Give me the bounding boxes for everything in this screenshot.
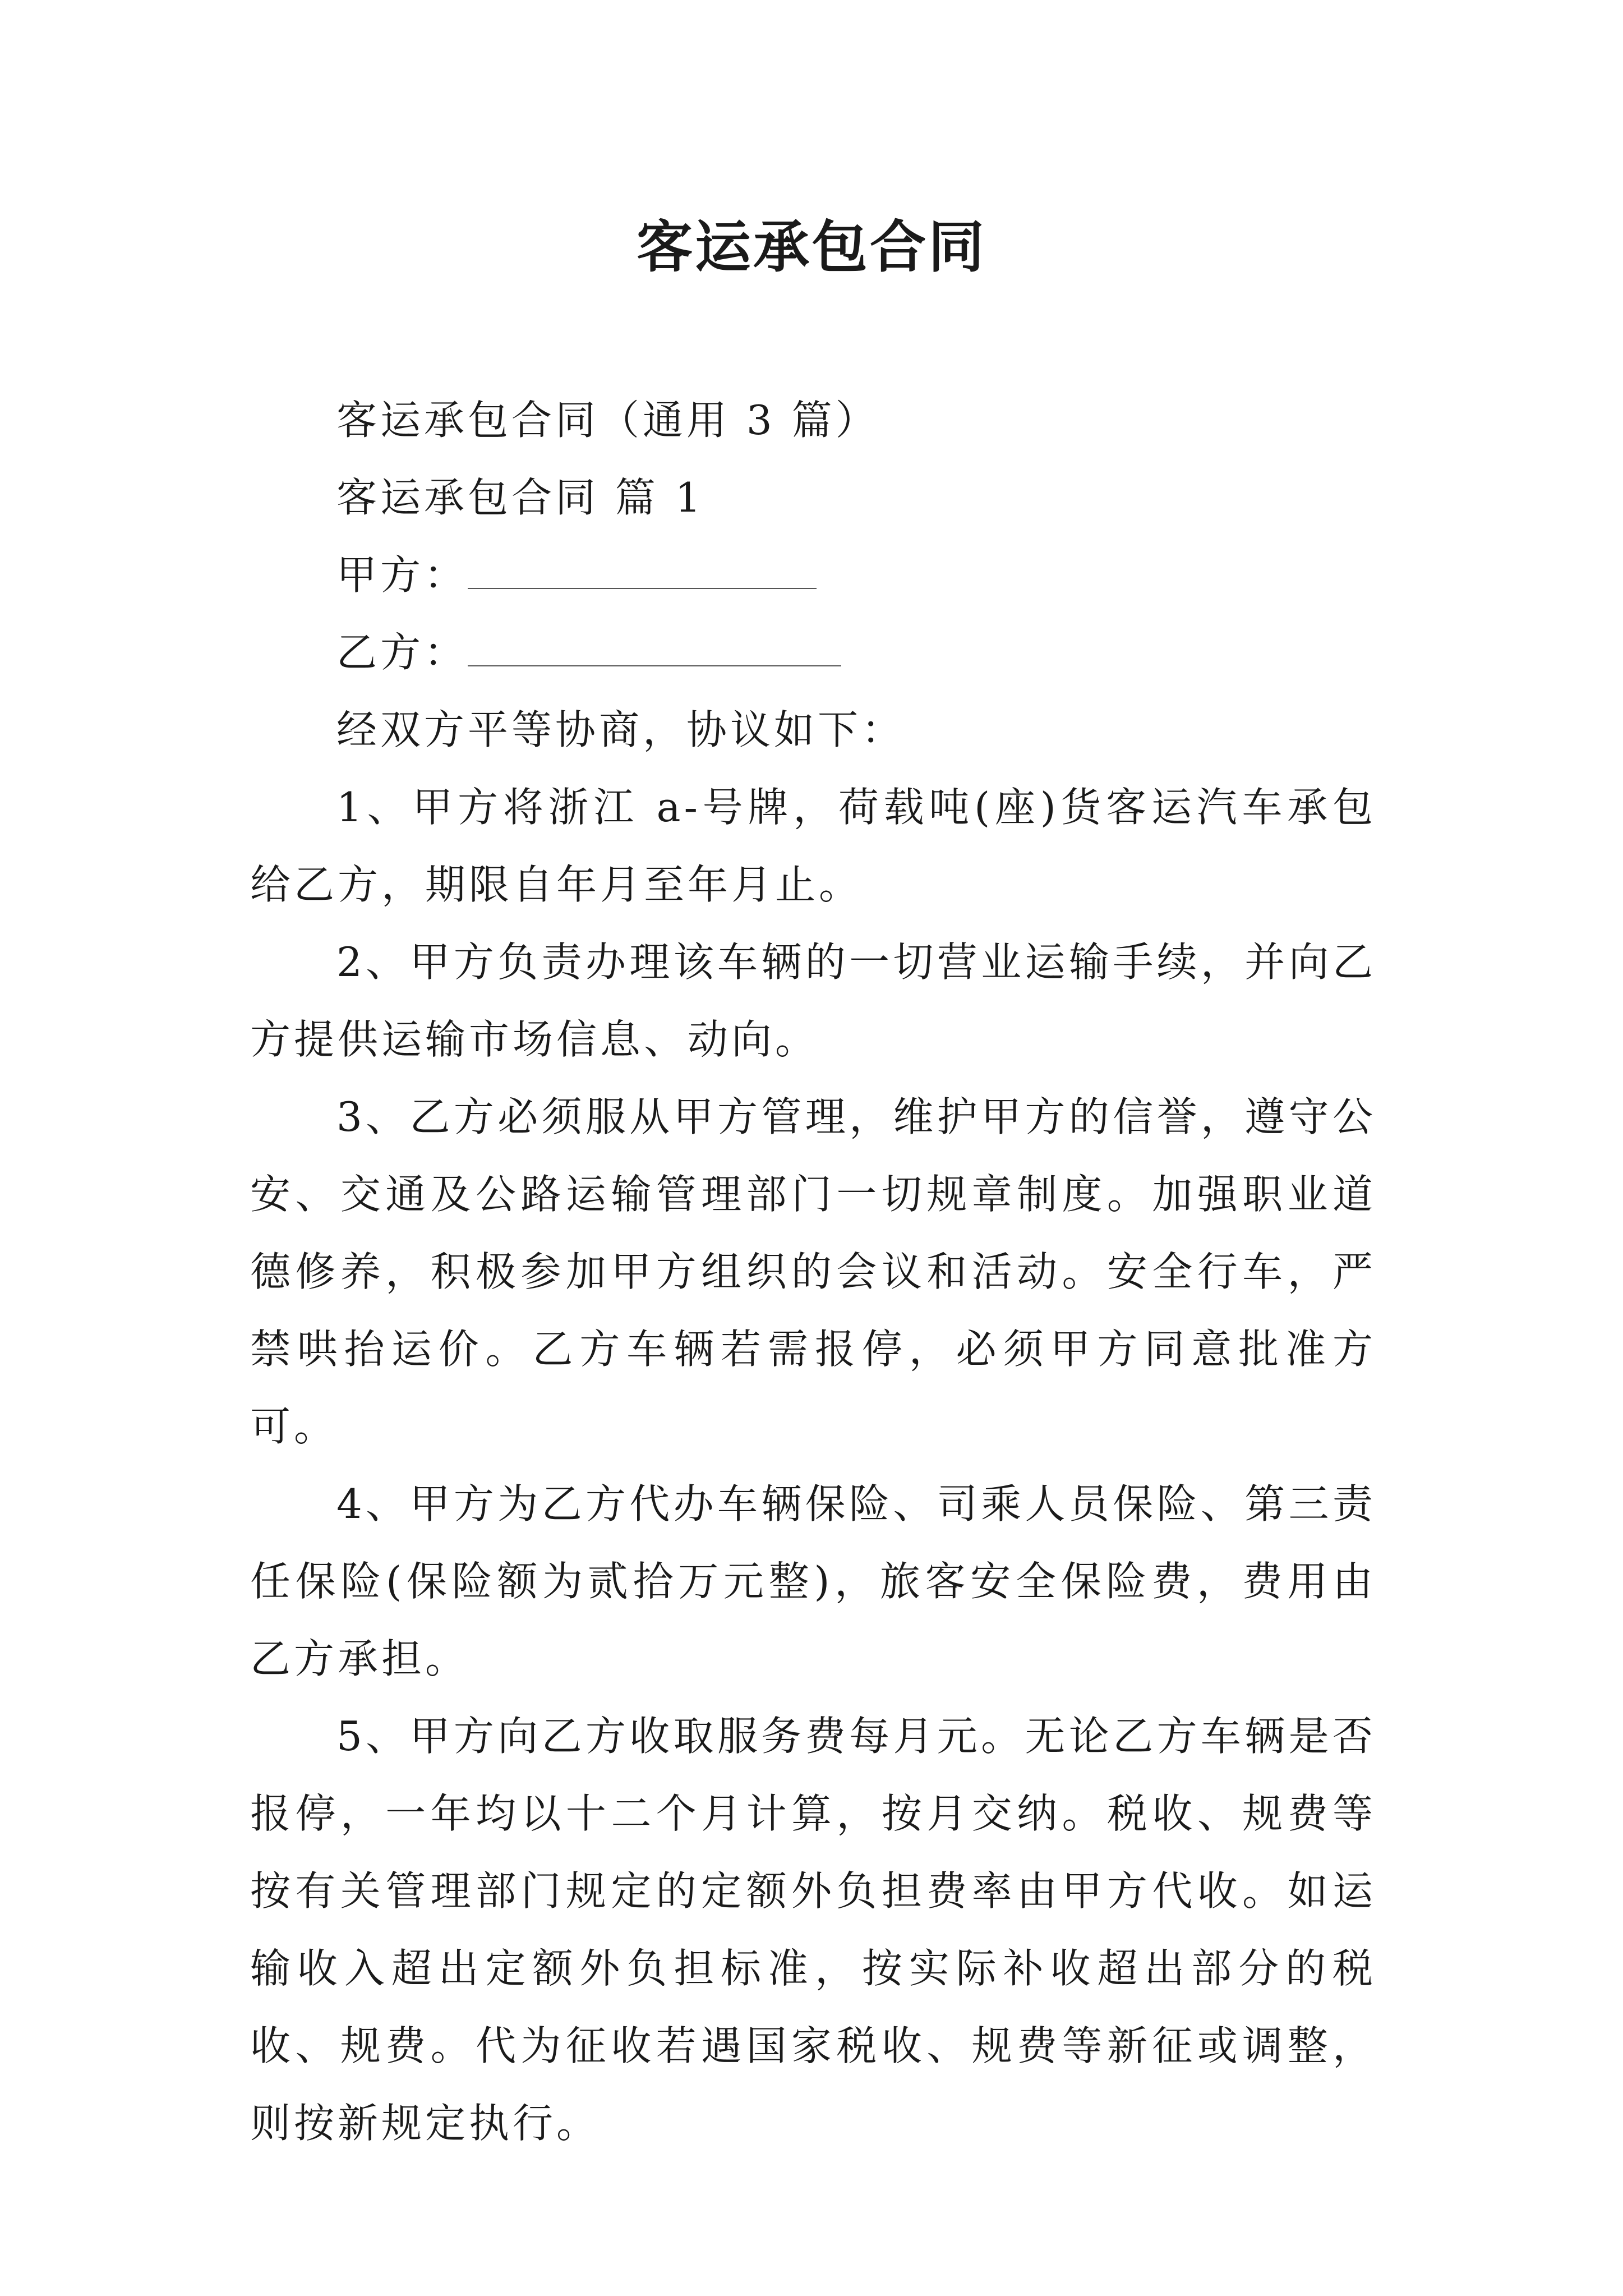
clause-paragraph: 4、甲方为乙方代办车辆保险、司乘人员保险、第三责任保险(保险额为贰拾万元整)，旅客安全保险费，费用由乙方承担。 [250, 1480, 1376, 1682]
party-b-blank [468, 643, 841, 666]
party-a-blank [468, 565, 817, 589]
clause-paragraph: 1、甲方将浙江 a-号牌，荷载吨(座)货客运汽车承包给乙方，期限自年月至年月止。 [250, 784, 1376, 908]
section-heading: 客运承包合同 篇 1 [336, 474, 704, 521]
document-title: 客运承包合同 [637, 214, 986, 280]
party-a-label: 甲方： [336, 551, 468, 599]
document-subtitle: 客运承包合同（通用 3 篇） [336, 397, 879, 444]
intro-paragraph: 经双方平等协商，协议如下： [336, 706, 906, 753]
clause-paragraph: 5、甲方向乙方收取服务费每月元。无论乙方车辆是否报停，一年均以十二个月计算，按月交纳。税收、规费等按有关管理部门规定的定额外负担费率由甲方代收。如运输收入超出定额外负担标准，按实际补收超出部分的税收、规费。代为征收若遇国家税收、规费等新征或调整，则按新规定执行。 [250, 1713, 1376, 2147]
clause-paragraph: 2、甲方负责办理该车辆的一切营业运输手续，并向乙方提供运输市场信息、动向。 [250, 938, 1376, 1063]
document-body [250, 381, 1376, 2162]
party-b-label: 乙方： [336, 629, 468, 676]
party-a-line [250, 536, 1376, 614]
party-b-line [250, 614, 1376, 691]
clause-paragraph: 3、乙方必须服从甲方管理，维护甲方的信誉，遵守公安、交通及公路运输管理部门一切规章制度。加强职业道德修养，积极参加甲方组织的会议和活动。安全行车，严禁哄抬运价。乙方车辆若需报停，必须甲方同意批准方可。 [250, 1093, 1376, 1450]
